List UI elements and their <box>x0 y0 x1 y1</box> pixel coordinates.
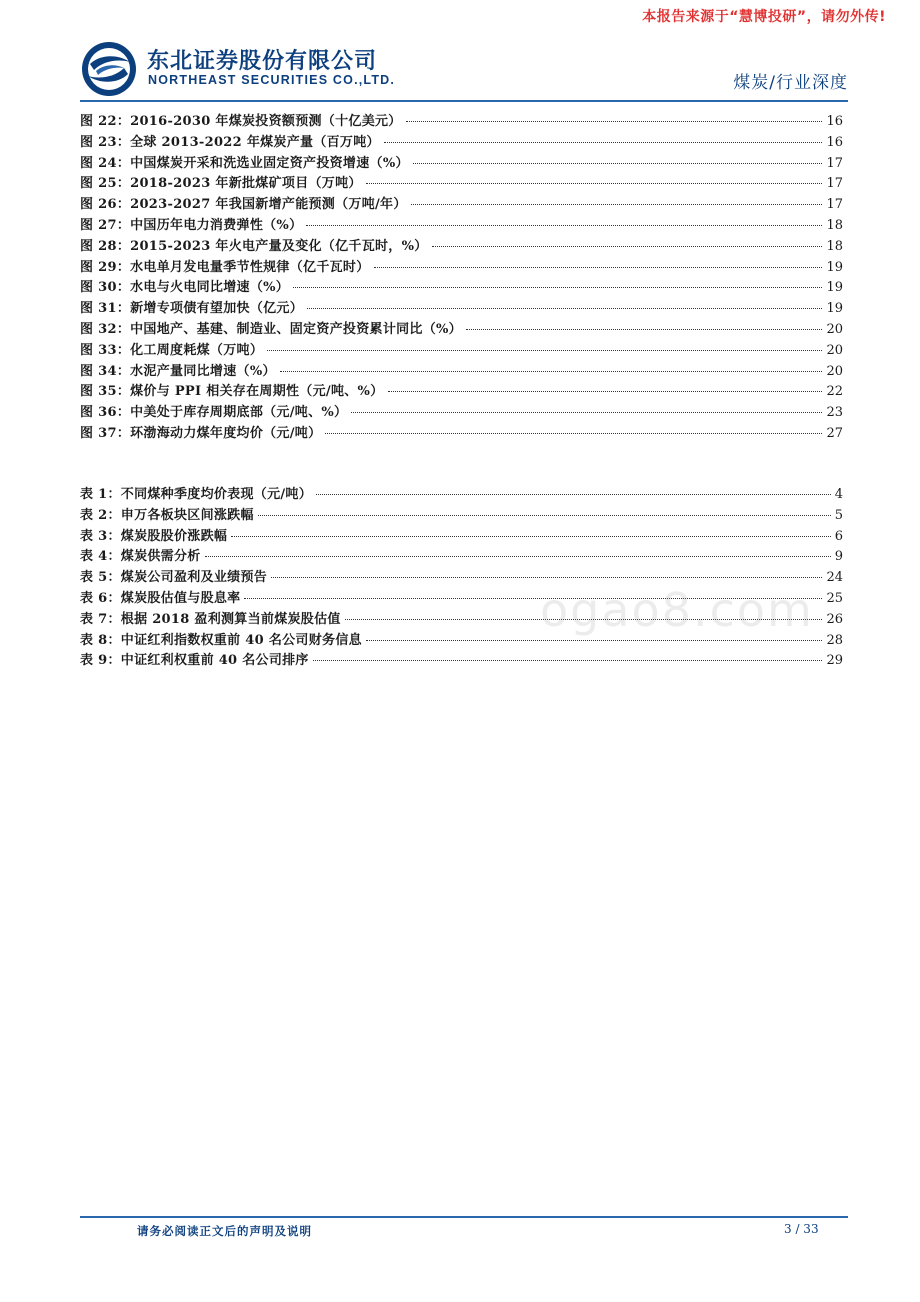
footer-divider <box>80 1216 848 1218</box>
toc-entry-label: 图 28：2015-2023 年火电产量及变化（亿千瓦时，%） <box>80 238 428 254</box>
toc-dot-leader <box>432 246 823 247</box>
toc-dot-leader <box>374 267 823 268</box>
toc-entry-label: 图 34：水泥产量同比增速（%） <box>80 363 276 379</box>
toc-entry-label: 图 32：中国地产、基建、制造业、固定资产投资累计同比（%） <box>80 321 462 337</box>
page-indicator: 3 / 33 <box>784 1222 819 1236</box>
header-divider <box>80 100 848 102</box>
toc-entry-label: 图 33：化工周度耗煤（万吨） <box>80 342 264 358</box>
toc-entry-page: 5 <box>834 507 843 523</box>
table-toc-entry[interactable] <box>80 525 843 546</box>
toc-entry-label: 图 23：全球 2013-2022 年煤炭产量（百万吨） <box>80 134 380 150</box>
toc-entry-label: 图 26：2023-2027 年我国新增产能预测（万吨/年） <box>80 197 407 213</box>
toc-dot-leader <box>280 371 823 372</box>
toc-entry-label: 图 27：中国历年电力消费弹性（%） <box>80 217 303 233</box>
toc-entry-page: 20 <box>826 363 843 379</box>
toc-entry-page: 27 <box>826 425 843 441</box>
figure-toc-entry[interactable] <box>80 235 843 256</box>
figure-toc-entry[interactable] <box>80 214 843 235</box>
toc-dot-leader <box>307 308 822 309</box>
figure-list <box>80 110 843 443</box>
toc-dot-leader <box>466 329 822 330</box>
watermark: ogao8.com <box>540 583 814 637</box>
toc-entry-page: 4 <box>834 487 843 502</box>
toc-entry-label: 表 9：中证红利权重前 40 名公司排序 <box>80 653 309 669</box>
company-name-cn: 东北证券股份有限公司 <box>147 49 378 74</box>
table-list <box>80 483 843 670</box>
table-toc-entry[interactable] <box>80 483 843 504</box>
figure-toc-entry[interactable] <box>80 401 843 422</box>
toc-dot-leader <box>205 556 831 557</box>
toc-entry-label: 表 7：根据 2018 盈利测算当前煤炭股估值 <box>80 611 341 627</box>
toc-entry-label: 表 3：煤炭股股价涨跌幅 <box>80 528 228 544</box>
toc-entry-page: 9 <box>834 549 843 565</box>
toc-entry-label: 图 25：2018-2023 年新批煤矿项目（万吨） <box>80 176 362 192</box>
source-notice: 本报告来源于“慧博投研”，请勿外传! <box>642 9 886 25</box>
figure-toc-entry[interactable] <box>80 297 843 318</box>
toc-dot-leader <box>366 640 823 641</box>
toc-entry-page: 19 <box>826 259 843 275</box>
company-name-en: NORTHEAST SECURITIES CO.,LTD. <box>148 73 396 87</box>
toc-entry-label: 图 29：水电单月发电量季节性规律（亿千瓦时） <box>80 259 370 275</box>
toc-entry-page: 29 <box>826 653 843 669</box>
toc-dot-leader <box>306 225 822 226</box>
toc-dot-leader <box>413 163 823 164</box>
toc-entry-label: 图 36：中美处于库存周期底部（元/吨、%） <box>80 405 348 421</box>
toc-entry-page: 23 <box>826 405 843 421</box>
toc-dot-leader <box>316 494 831 495</box>
toc-entry-label: 图 37：环渤海动力煤年度均价（元/吨） <box>80 425 322 441</box>
toc-dot-leader <box>411 204 823 205</box>
toc-entry-label: 表 4：煤炭供需分析 <box>80 549 201 565</box>
figure-toc-entry[interactable] <box>80 276 843 297</box>
toc-entry-label: 表 8：中证红利指数权重前 40 名公司财务信息 <box>80 632 362 648</box>
footer-disclaimer: 请务必阅读正文后的声明及说明 <box>137 1224 312 1238</box>
toc-entry-page: 22 <box>826 384 843 400</box>
figure-toc-entry[interactable] <box>80 422 843 443</box>
toc-entry-page: 16 <box>826 134 843 150</box>
toc-entry-page: 6 <box>834 528 843 544</box>
toc-dot-leader <box>271 577 822 578</box>
table-toc-entry[interactable] <box>80 545 843 566</box>
toc-dot-leader <box>258 515 831 516</box>
toc-dot-leader <box>325 433 822 434</box>
toc-entry-page: 24 <box>826 570 843 586</box>
toc-entry-page: 17 <box>826 176 843 192</box>
toc-entry-page: 17 <box>826 197 843 213</box>
toc-entry-label: 表 6：煤炭股估值与股息率 <box>80 590 241 606</box>
toc-entry-page: 26 <box>826 611 843 627</box>
toc-entry-page: 28 <box>826 632 843 648</box>
toc-entry-page: 19 <box>826 280 843 296</box>
figure-toc-entry[interactable] <box>80 318 843 339</box>
figure-toc-entry[interactable] <box>80 172 843 193</box>
toc-dot-leader <box>366 183 823 184</box>
toc-entry-label: 表 5：煤炭公司盈利及业绩预告 <box>80 570 268 586</box>
toc-entry-label: 表 2：申万各板块区间涨跌幅 <box>80 507 254 523</box>
figure-toc-entry[interactable] <box>80 256 843 277</box>
toc-entry-page: 16 <box>826 114 843 129</box>
toc-entry-page: 18 <box>826 217 843 233</box>
figure-toc-entry[interactable] <box>80 360 843 381</box>
table-toc-entry[interactable] <box>80 504 843 525</box>
figure-toc-entry[interactable] <box>80 131 843 152</box>
toc-entry-page: 20 <box>826 321 843 337</box>
toc-entry-page: 18 <box>826 238 843 254</box>
toc-entry-page: 19 <box>826 301 843 317</box>
toc-entry-label: 图 31：新增专项债有望加快（亿元） <box>80 301 304 317</box>
toc-entry-page: 25 <box>826 590 843 606</box>
toc-dot-leader <box>313 660 823 661</box>
figure-toc-entry[interactable] <box>80 339 843 360</box>
figure-toc-entry[interactable] <box>80 193 843 214</box>
toc-entry-label: 图 30：水电与火电同比增速（%） <box>80 280 290 296</box>
toc-entry-label: 图 35：煤价与 PPI 相关存在周期性（元/吨、%） <box>80 384 384 400</box>
toc-dot-leader <box>388 391 823 392</box>
figure-toc-entry[interactable] <box>80 380 843 401</box>
table-toc-entry[interactable] <box>80 649 843 670</box>
toc-dot-leader <box>384 142 823 143</box>
figure-toc-entry[interactable] <box>80 110 843 131</box>
figure-toc-entry[interactable] <box>80 152 843 173</box>
toc-entry-page: 20 <box>826 342 843 358</box>
toc-entry-label: 表 1：不同煤种季度均价表现（元/吨） <box>80 487 313 502</box>
toc-dot-leader <box>406 121 823 122</box>
toc-dot-leader <box>293 287 822 288</box>
report-category: 煤炭/行业深度 <box>733 73 848 93</box>
toc-entry-label: 图 22：2016-2030 年煤炭投资额预测（十亿美元） <box>80 114 402 129</box>
toc-dot-leader <box>351 412 822 413</box>
toc-dot-leader <box>267 350 822 351</box>
toc-entry-page: 17 <box>826 155 843 171</box>
company-logo-icon <box>80 40 140 98</box>
toc-entry-label: 图 24：中国煤炭开采和洗选业固定资产投资增速（%） <box>80 155 409 171</box>
toc-dot-leader <box>231 536 831 537</box>
